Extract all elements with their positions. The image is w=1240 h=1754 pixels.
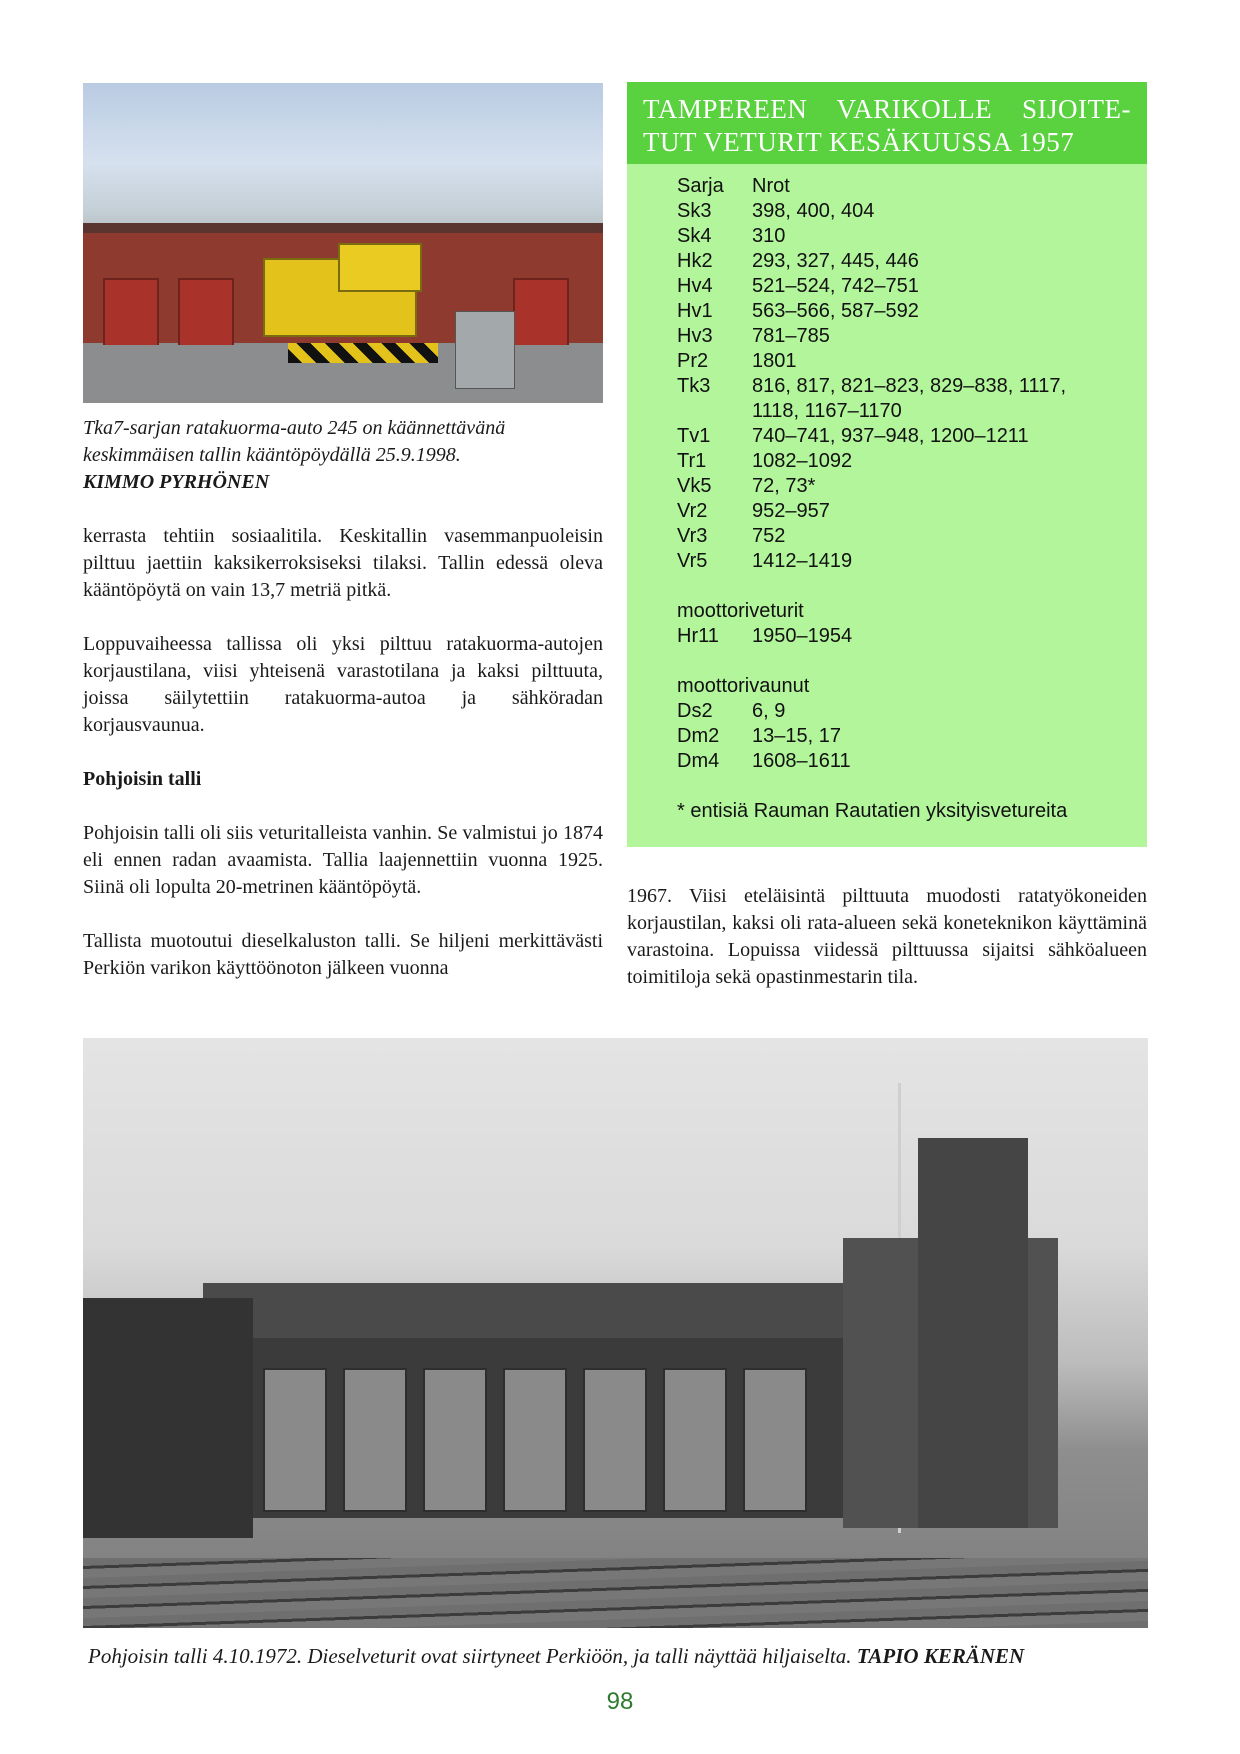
table-row xyxy=(677,749,1137,774)
numbers-cell: 563–566, 587–592 xyxy=(752,300,919,322)
numbers-cell: 1608–1611 xyxy=(752,750,851,772)
table-row xyxy=(677,374,1137,399)
series-cell: Sk3 xyxy=(677,200,712,222)
table-row xyxy=(677,724,1137,749)
table-row xyxy=(677,324,1137,349)
motor-loco-rows xyxy=(677,624,1137,649)
section-heading: Pohjoisin talli xyxy=(83,768,202,790)
box-title-line-2: TUT VETURIT KESÄKUUSSA 1957 xyxy=(643,127,1075,157)
series-cell: Vr2 xyxy=(677,500,708,522)
bottom-photo-caption xyxy=(88,1643,1148,1670)
photo-roundhouse-track-vehicle xyxy=(83,83,603,403)
column-header-numbers: Nrot xyxy=(752,175,790,197)
table-row xyxy=(677,424,1137,449)
page-number: 98 xyxy=(606,1688,634,1715)
numbers-cell: 72, 73* xyxy=(752,475,816,497)
photo-shed-door xyxy=(503,1368,567,1512)
numbers-cell: 310 xyxy=(752,225,786,247)
box-footnote: * entisiä Rauman Rautatien yksityisvetureita xyxy=(677,800,1068,822)
photo-shed-door xyxy=(263,1368,327,1512)
series-cell: Hv4 xyxy=(677,275,713,297)
table-row xyxy=(677,499,1137,524)
table-row xyxy=(677,274,1137,299)
box-title xyxy=(627,82,1147,164)
numbers-cell: 1412–1419 xyxy=(752,550,853,572)
numbers-cell: 398, 400, 404 xyxy=(752,200,875,222)
series-cell: Hv3 xyxy=(677,325,713,347)
series-cell xyxy=(677,399,752,424)
numbers-cell: 293, 327, 445, 446 xyxy=(752,250,919,272)
numbers-cell: 1118, 1167–1170 xyxy=(752,400,902,422)
railcars-heading: moottorivaunut xyxy=(677,675,810,697)
locomotive-list-box xyxy=(627,82,1147,847)
photo-door xyxy=(513,278,569,352)
column-header-series: Sarja xyxy=(677,175,724,197)
photo-railway-tracks xyxy=(83,1558,1148,1628)
table-row xyxy=(677,299,1137,324)
col1-paragraph-2: Loppuvaiheessa tallissa oli yksi pilttuu ratakuorma-autojen korjaustilana, viisi yhteisenä varastotilana ja kaksi pilttuuta, joissa säilytettiin ratakuorma-autoa ja sähköradan korjausvaunua. xyxy=(83,633,603,736)
steam-locomotive-rows xyxy=(677,199,1137,574)
series-cell: Vr5 xyxy=(677,550,708,572)
series-cell: Tr1 xyxy=(677,450,707,472)
photo-door xyxy=(103,278,159,352)
column-1-text xyxy=(83,523,603,1009)
locomotive-table xyxy=(677,174,1137,824)
photo-cabinet xyxy=(455,311,515,389)
series-cell: Ds2 xyxy=(677,700,713,722)
numbers-cell: 952–957 xyxy=(752,500,830,522)
photo-shed-door xyxy=(743,1368,807,1512)
table-header-row xyxy=(677,174,1137,199)
numbers-cell: 740–741, 937–948, 1200–1211 xyxy=(752,425,1029,447)
table-row xyxy=(677,474,1137,499)
photo-shed-door xyxy=(343,1368,407,1512)
numbers-cell: 752 xyxy=(752,525,786,547)
numbers-cell: 6, 9 xyxy=(752,700,786,722)
table-row xyxy=(677,249,1137,274)
numbers-cell: 1801 xyxy=(752,350,797,372)
table-row xyxy=(677,224,1137,249)
photo-left-building xyxy=(83,1298,253,1538)
series-cell: Vr3 xyxy=(677,525,708,547)
top-photo-caption xyxy=(83,415,603,496)
numbers-cell: 1082–1092 xyxy=(752,450,853,472)
table-row xyxy=(677,549,1137,574)
photo-vehicle-hazard-stripes xyxy=(288,343,438,363)
numbers-cell: 816, 817, 821–823, 829–838, 1117, xyxy=(752,375,1066,397)
box-title-line-1: TAMPEREEN VARIKOLLE SIJOITE- xyxy=(643,94,1131,124)
numbers-cell: 781–785 xyxy=(752,325,830,347)
table-row xyxy=(677,524,1137,549)
col1-paragraph-3: Pohjoisin talli oli siis veturitalleista vanhin. Se valmistui jo 1874 eli ennen radan avaamista. Tallia laajennettiin vuonna 1925. Siinä oli lopulta 20-metrinen kääntöpöytä. xyxy=(83,822,603,898)
series-cell: Hk2 xyxy=(677,250,713,272)
bottom-photo-credit: TAPIO KERÄNEN xyxy=(856,1644,1025,1668)
photo-shed-door xyxy=(423,1368,487,1512)
photo-water-tower xyxy=(918,1138,1028,1528)
col1-paragraph-1: kerrasta tehtiin sosiaalitila. Keskitallin vasemmanpuoleisin pilttuu jaettiin kaksikerroksiseksi tilaksi. Tallin edessä oleva kääntöpöytä on vain 13,7 metriä pitkä. xyxy=(83,525,603,601)
column-2-text xyxy=(627,883,1147,991)
col1-paragraph-4: Tallista muotoutui dieselkaluston talli. Se hiljeni merkittävästi Perkiön varikon käyttöönoton jälkeen vuonna xyxy=(83,930,603,979)
series-cell: Hv1 xyxy=(677,300,713,322)
motor-locos-heading: moottoriveturit xyxy=(677,600,804,622)
series-cell: Vk5 xyxy=(677,475,712,497)
table-row xyxy=(677,349,1137,374)
series-cell: Hr11 xyxy=(677,625,719,647)
series-cell: Pr2 xyxy=(677,350,709,372)
photo-vehicle-cab xyxy=(338,243,422,292)
series-cell: Dm2 xyxy=(677,725,720,747)
numbers-cell: 13–15, 17 xyxy=(752,725,841,747)
table-row xyxy=(677,399,1137,424)
table-row xyxy=(677,199,1137,224)
table-row xyxy=(677,624,1137,649)
col2-paragraph-1: 1967. Viisi eteläisintä pilttuuta muodosti ratatyökoneiden korjaustilan, kaksi oli rata-alueen sekä koneteknikon käyttäminä varastoina. Lopuissa viidessä pilttuussa sijaitsi sähköalueen toimitiloja sekä opastinmestarin tila. xyxy=(627,885,1147,988)
photo-northern-roundhouse xyxy=(83,1038,1148,1628)
bottom-photo-caption-text: Pohjoisin talli 4.10.1972. Dieselveturit ovat siirtyneet Perkiöön, ja talli näyttää hiljaiselta. xyxy=(88,1644,852,1668)
top-photo-caption-text: Tka7-sarjan ratakuorma-auto 245 on käännettävänä keskimmäisen tallin kääntöpöydällä 25.9.1998. xyxy=(83,417,506,466)
table-row xyxy=(677,699,1137,724)
top-photo-credit: KIMMO PYRHÖNEN xyxy=(83,471,270,493)
table-row xyxy=(677,449,1137,474)
railcar-rows xyxy=(677,699,1137,774)
numbers-cell: 521–524, 742–751 xyxy=(752,275,919,297)
photo-shed-door xyxy=(663,1368,727,1512)
photo-shed-door xyxy=(583,1368,647,1512)
numbers-cell: 1950–1954 xyxy=(752,625,853,647)
photo-door xyxy=(178,278,234,352)
series-cell: Tv1 xyxy=(677,425,711,447)
series-cell: Sk4 xyxy=(677,225,712,247)
series-cell: Tk3 xyxy=(677,375,711,397)
series-cell: Dm4 xyxy=(677,750,720,772)
